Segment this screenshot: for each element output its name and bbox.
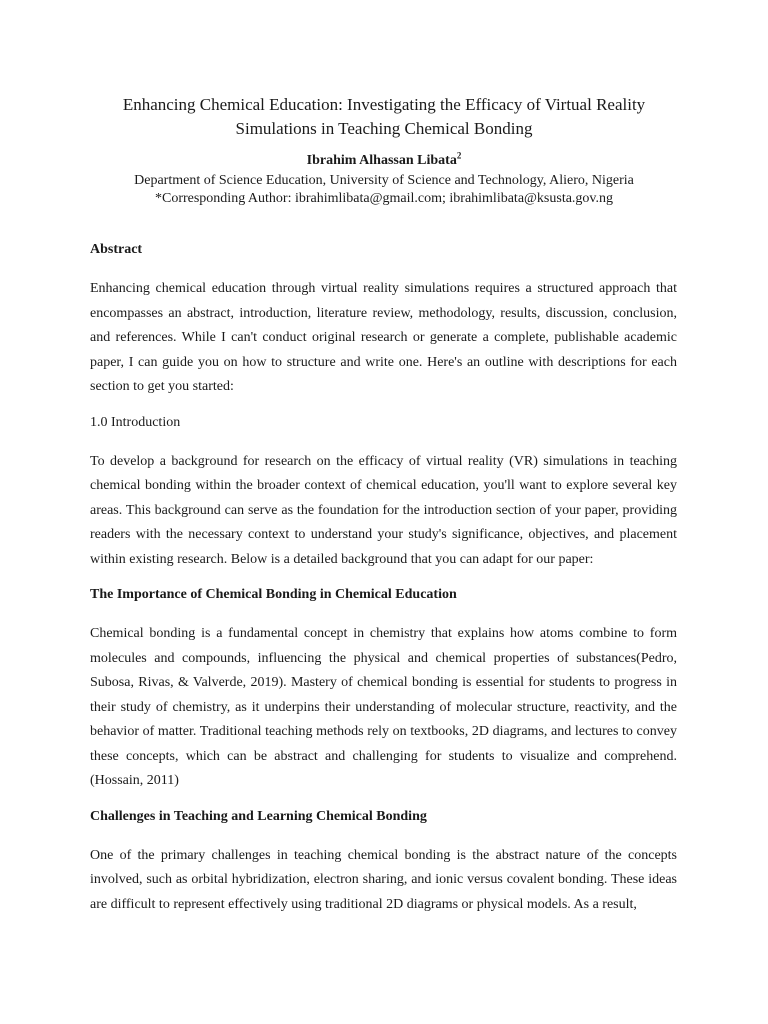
author-name-text: Ibrahim Alhassan Libata <box>306 153 457 168</box>
challenges-text: One of the primary challenges in teaching chemical bonding is the abstract nature of the concepts involved, such as orbital hybridization, electron sharing, and ionic versus covalent bonding. These ideas are difficult to represent effectively using traditional 2D diagrams or physical models. As a result, <box>90 847 677 912</box>
corresponding-author: *Corresponding Author: ibrahimlibata@gmail.com; ibrahimlibata@ksusta.gov.ng <box>154 191 614 206</box>
abstract-heading: Abstract <box>90 242 143 257</box>
introduction-text: To develop a background for research on the efficacy of virtual reality (VR) simulations in teaching chemical bonding within the broader context of chemical education, you'll want to explore several key areas. This background can serve as the foundation for the introduction section of your paper, providing readers with the necessary context to understand your study's significance, objectives, and placement within existing research. Below is a detailed background that you can adapt for our paper: <box>90 453 677 567</box>
importance-heading: The Importance of Chemical Bonding in Chemical Education <box>90 587 457 602</box>
introduction-heading: 1.0 Introduction <box>90 414 181 430</box>
abstract-text: Enhancing chemical education through virtual reality simulations requires a structured approach that encompasses an abstract, introduction, literature review, methodology, results, discussion, conclusion, and references. While I can't conduct original research or generate a complete, publishable academic paper, I can guide you on how to structure and write one. Here's an outline with descriptions for each section to get you started: <box>90 281 677 394</box>
paper-title <box>60 93 708 141</box>
affiliation-block <box>60 172 708 208</box>
title-line-1: Enhancing Chemical Education: Investigating the Efficacy of Virtual Reality <box>122 95 646 114</box>
challenges-heading: Challenges in Teaching and Learning Chemical Bonding <box>90 808 427 824</box>
title-line-2: Simulations in Teaching Chemical Bonding <box>235 119 533 138</box>
author-superscript: 2 <box>456 150 462 161</box>
affiliation: Department of Science Education, University of Science and Technology, Aliero, Nigeria <box>134 173 634 188</box>
importance-text: Chemical bonding is a fundamental concept in chemistry that explains how atoms combine to form molecules and compounds, influencing the physical and chemical properties of substances(Pedro, Subosa, Rivas, & Valverde, 2019). Mastery of chemical bonding is essential for students to progress in their study of chemistry, as it underpins their understanding of molecular structure, reactivity, and the behavior of matter. Traditional teaching methods rely on textbooks, 2D diagrams, and lectures to convey these concepts, which can be abstract and challenging for students to visualize and comprehend.(Hossain, 2011) <box>90 626 677 788</box>
paper-body <box>90 240 677 917</box>
author-name <box>60 151 708 170</box>
